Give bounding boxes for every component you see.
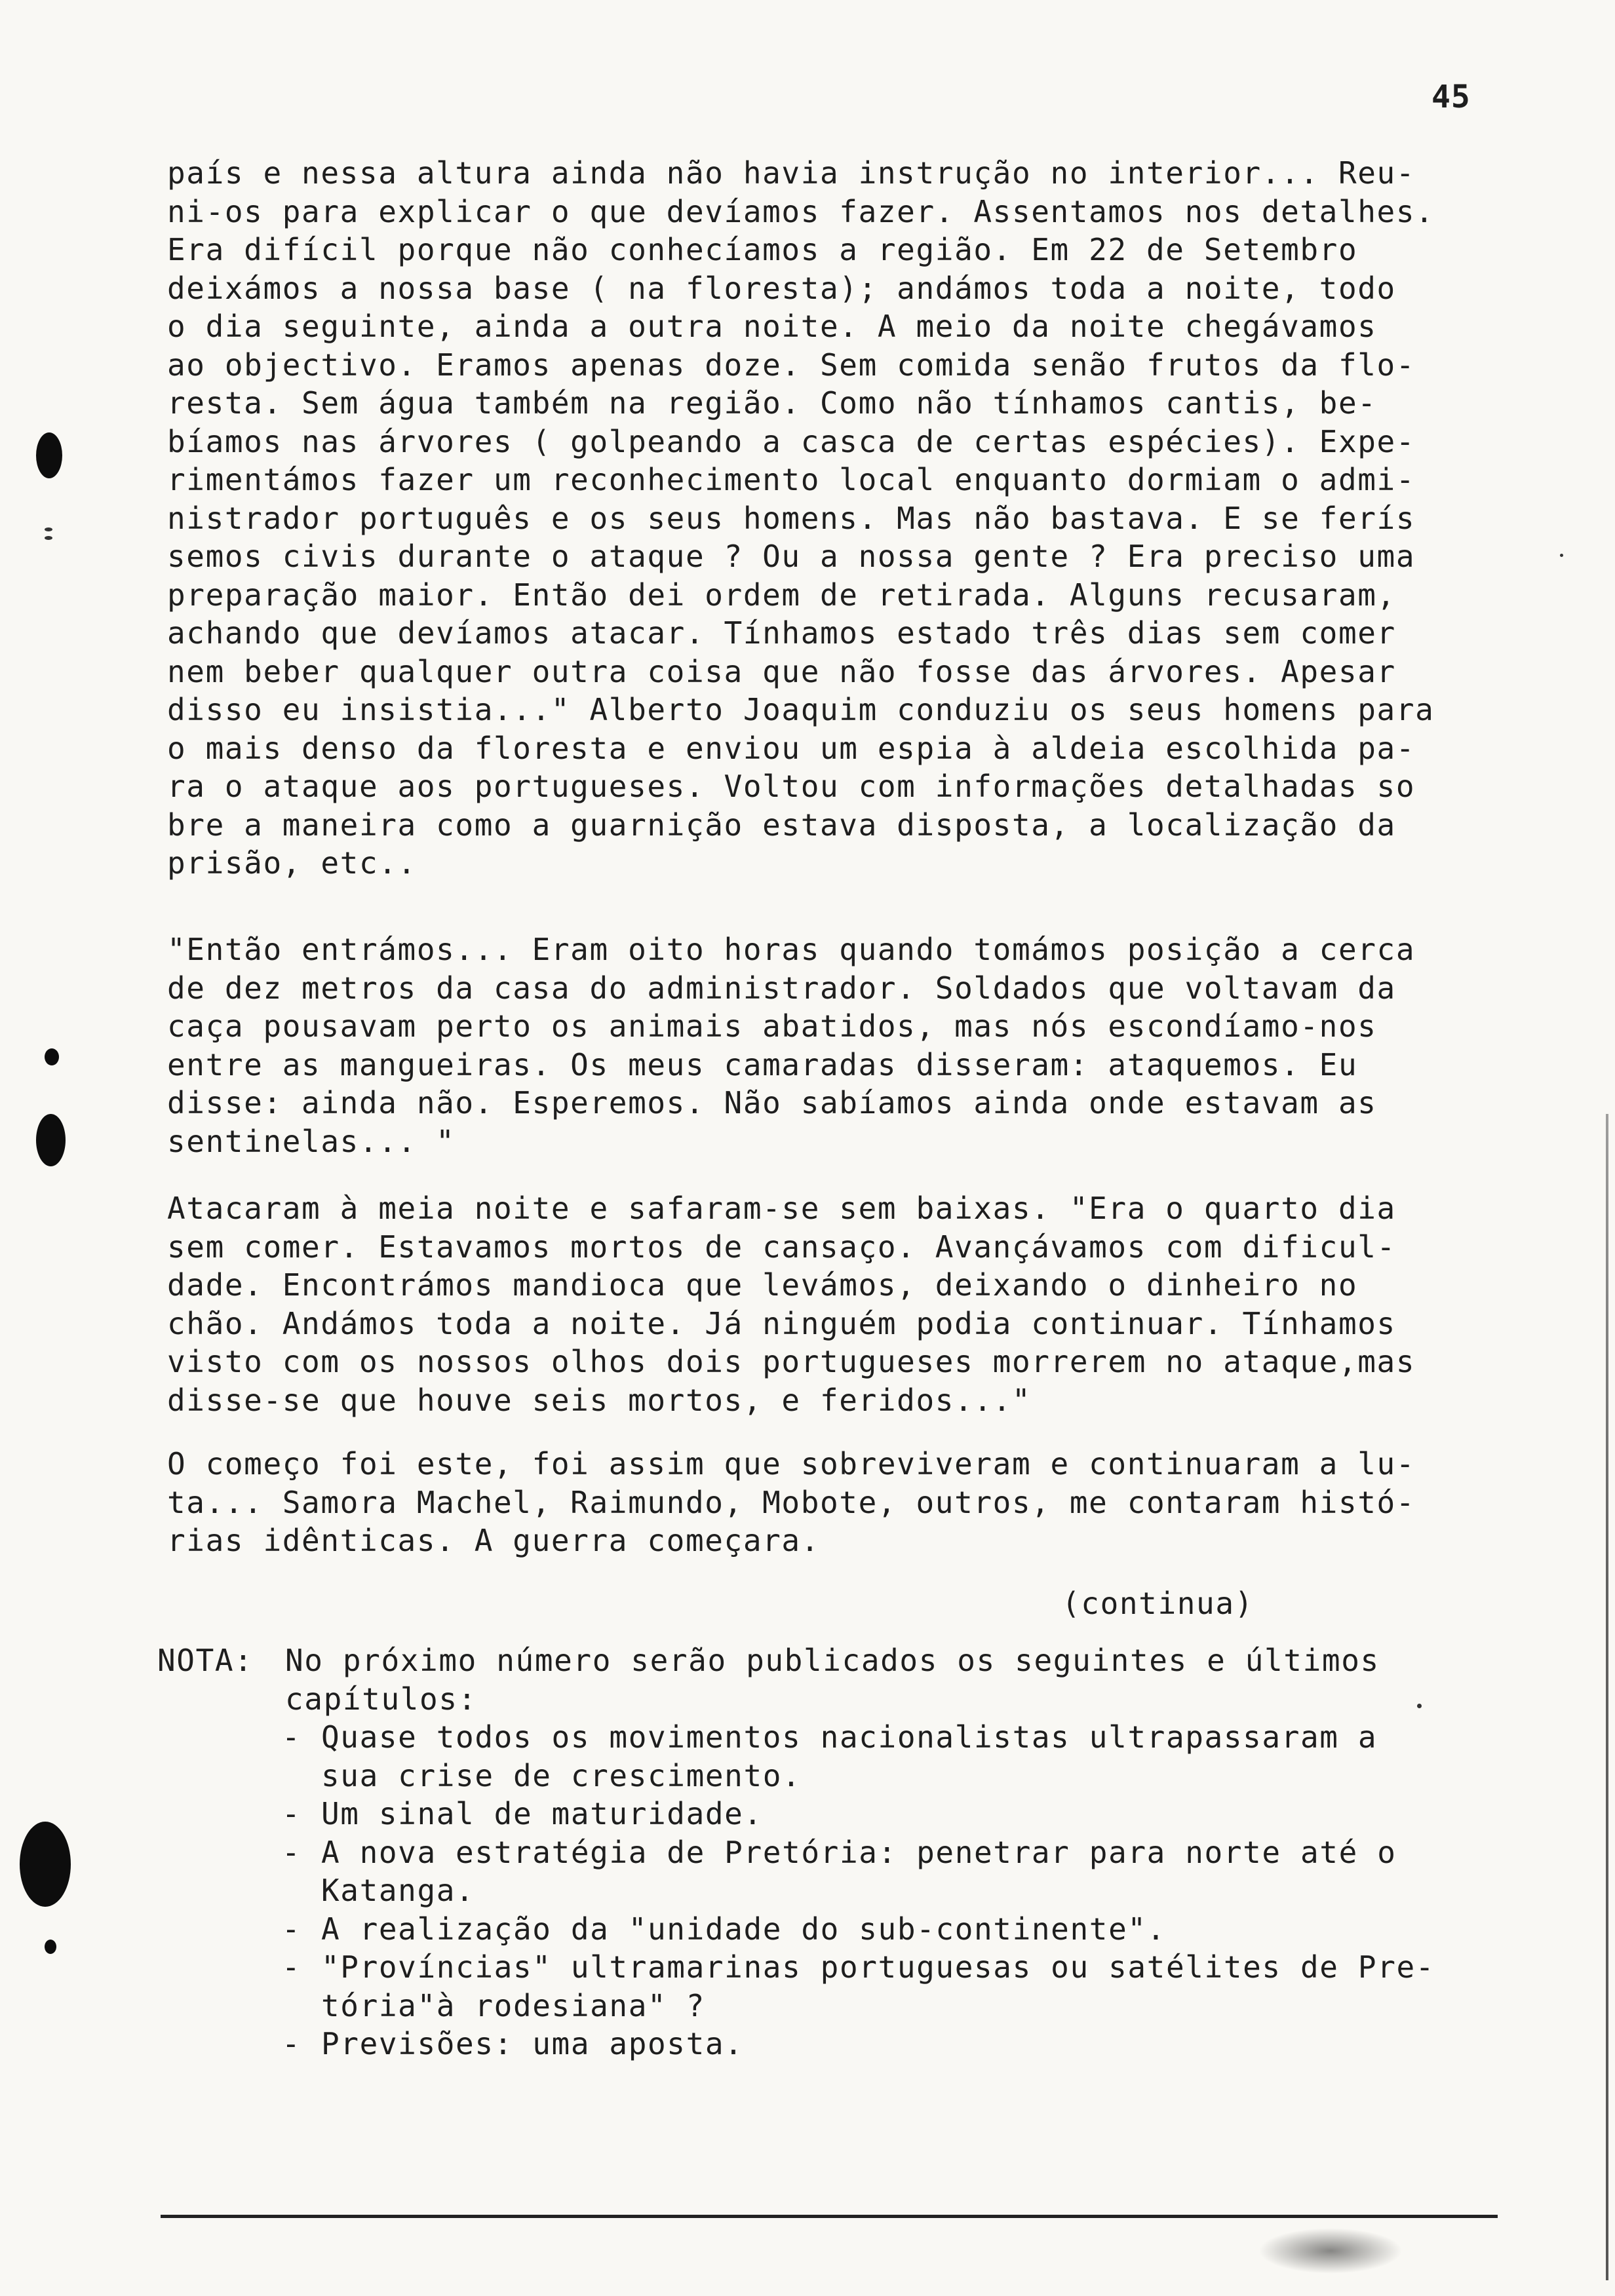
- chapter-item: - "Províncias" ultramarinas portuguesas ou satélites de Pre- tória"à rodesiana" ?: [282, 1948, 1615, 2025]
- text-line: disse-se que houve seis mortos, e feridos...": [167, 1382, 1032, 1418]
- text-line: O começo foi este, foi assim que sobreviveram e continuaram a lu-: [167, 1446, 1416, 1482]
- scan-speck: [1417, 1704, 1422, 1708]
- text-line: bíamos nas árvores ( golpeando a casca de certas espécies). Expe-: [167, 423, 1416, 459]
- chapter-item: - A nova estratégia de Pretória: penetrar para norte até o Katanga.: [282, 1833, 1615, 1910]
- text-line: sentinelas... ": [167, 1123, 456, 1159]
- page-number: 45: [1431, 79, 1471, 115]
- scan-speck: [1560, 554, 1563, 557]
- text-line: nem beber qualquer outra coisa que não fosse das árvores. Apesar: [167, 653, 1396, 689]
- body-paragraph-4: [167, 1445, 1570, 1560]
- text-line: disse: ainda não. Esperemos. Não sabíamos ainda onde estavam as: [167, 1085, 1377, 1120]
- text-line: o mais denso da floresta e enviou um espia à aldeia escolhida pa-: [167, 730, 1416, 766]
- binder-hole: [45, 1048, 59, 1065]
- text-line: visto com os nossos olhos dois portugueses morrerem no ataque,mas: [167, 1344, 1416, 1379]
- text-line: Atacaram à meia noite e safaram-se sem baixas. "Era o quarto dia: [167, 1191, 1396, 1226]
- body-paragraph-1: [167, 154, 1570, 883]
- text-line: Era difícil porque não conhecíamos a região. Em 22 de Setembro: [167, 232, 1358, 267]
- text-line: bre a maneira como a guarnição estava disposta, a localização da: [167, 807, 1396, 843]
- binder-hole: [36, 1114, 66, 1166]
- text-line: nistrador português e os seus homens. Mas não bastava. E se ferís: [167, 500, 1416, 536]
- text-line: semos civis durante o ataque ? Ou a nossa gente ? Era preciso uma: [167, 539, 1416, 574]
- note-intro: No próximo número serão publicados os seguintes e últimos capítulos:: [285, 1643, 1380, 1717]
- text-line: rias idênticas. A guerra começara.: [167, 1523, 821, 1558]
- text-line: o dia seguinte, ainda a outra noite. A meio da noite chegávamos: [167, 309, 1377, 344]
- text-line: "Então entrámos... Eram oito horas quando tomámos posição a cerca: [167, 932, 1416, 967]
- scan-speck: [45, 527, 52, 531]
- continua-label: (continua): [1062, 1586, 1254, 1621]
- text-line: de dez metros da casa do administrador. Soldados que voltavam da: [167, 970, 1396, 1006]
- text-line: ao objectivo. Eramos apenas doze. Sem comida senão frutos da flo-: [167, 347, 1416, 383]
- text-line: resta. Sem água também na região. Como não tínhamos cantis, be-: [167, 385, 1377, 421]
- upcoming-chapters-list: [282, 1718, 1615, 2063]
- text-line: deixámos a nossa base ( na floresta); andámos toda a noite, todo: [167, 270, 1396, 306]
- text-line: caça pousavam perto os animais abatidos, mas nós escondíamo-nos: [167, 1008, 1377, 1044]
- chapter-item: - A realização da "unidade do sub-continente".: [282, 1910, 1615, 1949]
- text-line: rimentámos fazer um reconhecimento local enquanto dormiam o admi-: [167, 462, 1416, 497]
- text-line: achando que devíamos atacar. Tínhamos estado três dias sem comer: [167, 615, 1396, 651]
- text-line: ta... Samora Machel, Raimundo, Mobote, outros, me contaram histó-: [167, 1484, 1416, 1520]
- footer-rule: [161, 2215, 1498, 2218]
- chapter-item: - Um sinal de maturidade.: [282, 1795, 1615, 1833]
- text-line: disso eu insistia..." Alberto Joaquim conduziu os seus homens para: [167, 692, 1435, 727]
- note-label: NOTA:: [157, 1643, 254, 1678]
- text-line: sem comer. Estavamos mortos de cansaço. Avançávamos com dificul-: [167, 1229, 1396, 1265]
- text-line: país e nessa altura ainda não havia instrução no interior... Reu-: [167, 155, 1416, 191]
- chapter-item: - Quase todos os movimentos nacionalistas ultrapassaram a sua crise de crescimento.: [282, 1718, 1615, 1795]
- text-line: entre as mangueiras. Os meus camaradas disseram: ataquemos. Eu: [167, 1046, 1358, 1082]
- text-line: ni-os para explicar o que devíamos fazer. Assentamos nos detalhes.: [167, 193, 1435, 229]
- text-line: chão. Andámos toda a noite. Já ninguém podia continuar. Tínhamos: [167, 1305, 1396, 1341]
- scan-edge: [1606, 1114, 1608, 2280]
- binder-hole: [45, 1940, 56, 1954]
- chapter-item: - Previsões: uma aposta.: [282, 2025, 1615, 2063]
- binder-hole: [20, 1822, 71, 1907]
- scan-speck: [45, 536, 52, 540]
- body-paragraph-2: [167, 930, 1570, 1160]
- body-paragraph-3: [167, 1189, 1570, 1419]
- binder-hole: [36, 432, 62, 478]
- text-line: prisão, etc..: [167, 845, 417, 881]
- text-line: preparação maior. Então dei ordem de retirada. Alguns recusaram,: [167, 577, 1396, 613]
- text-line: dade. Encontrámos mandioca que levámos, deixando o dinheiro no: [167, 1267, 1358, 1303]
- scan-smudge: [1258, 2228, 1403, 2274]
- text-line: ra o ataque aos portugueses. Voltou com informações detalhadas so: [167, 769, 1416, 804]
